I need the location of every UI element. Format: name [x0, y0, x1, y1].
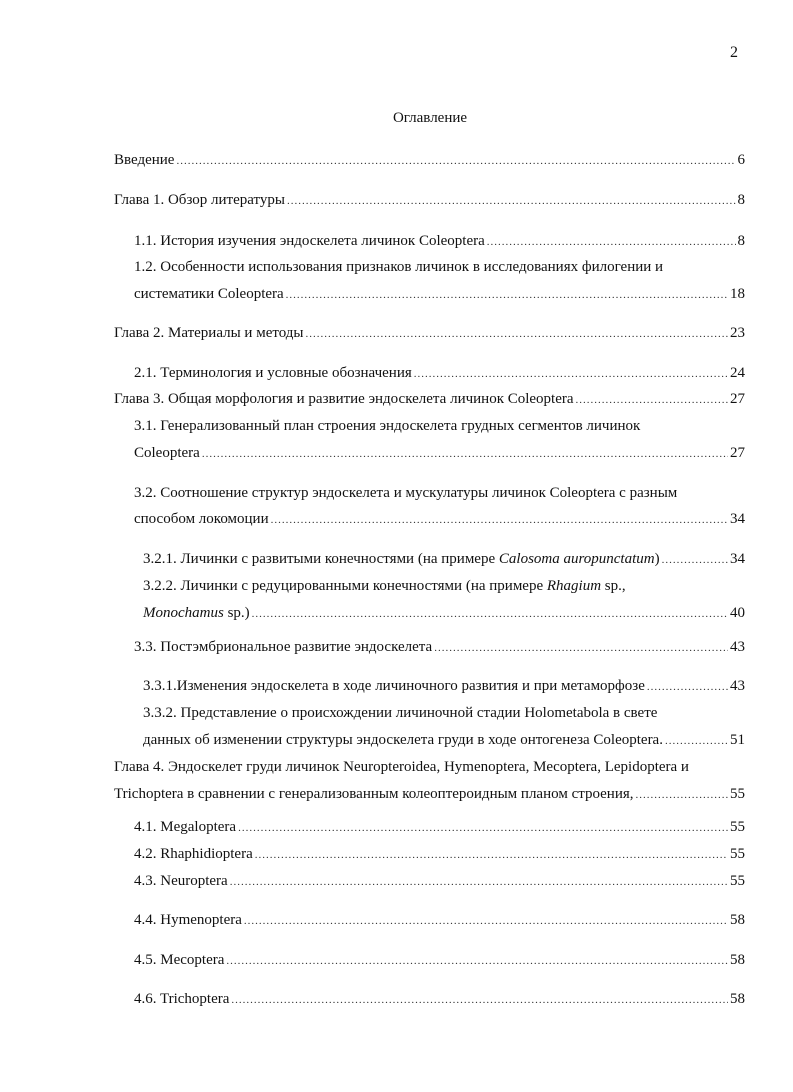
toc-leader — [238, 819, 728, 837]
toc-label — [143, 550, 660, 568]
toc-label: данных об изменении структуры эндоскелета груди в ходе онтогенеза Coleoptera. — [143, 732, 663, 748]
toc-leader — [636, 786, 728, 804]
toc-leader — [255, 846, 728, 864]
toc-entry-chapter-3 — [114, 390, 745, 409]
toc-entry-chapter-1 — [114, 191, 745, 210]
toc-leader — [434, 639, 728, 657]
toc-label: 1.1. История изучения эндоскелета личинок Coleoptera — [134, 233, 485, 249]
toc-entry-1-1 — [134, 232, 745, 251]
toc-label: 4.5. Mecoptera — [134, 952, 225, 968]
toc-page: 58 — [730, 952, 745, 968]
toc-entry-1-2-line1: 1.2. Особенности использования признаков личинок в исследованиях филогении и — [134, 259, 664, 275]
toc-label-text: sp.) — [223, 605, 250, 621]
toc-label: Глава 2. Материалы и методы — [114, 325, 304, 341]
toc-leader — [287, 192, 736, 210]
toc-label: способом локомоции — [134, 511, 269, 527]
toc-label: 2.1. Терминология и условные обозначения — [134, 365, 412, 381]
toc-label: Введение — [114, 152, 175, 168]
toc-leader — [230, 873, 728, 891]
toc-leader — [647, 678, 728, 696]
toc-entry-2-1 — [134, 364, 745, 383]
toc-label: Глава 1. Обзор литературы — [114, 192, 285, 208]
toc-entry-3-2-2-line1 — [143, 577, 626, 595]
toc-entry-4-5 — [134, 951, 745, 970]
toc-entry-3-3-2-line1: 3.3.2. Представление о происхождении личиночной стадии Holometabola в свете — [143, 705, 658, 721]
toc-label: 4.4. Hymenoptera — [134, 912, 242, 928]
toc-entry-chapter-4-line1: Глава 4. Эндоскелет груди личинок Neuropteroidea, Hymenoptera, Mecoptera, Lepidoptera и — [114, 759, 689, 775]
toc-page: 23 — [730, 325, 745, 341]
toc-entry-1-2 — [134, 285, 745, 304]
toc-entry-3-2 — [134, 510, 745, 529]
toc-page: 34 — [730, 551, 745, 567]
toc-page: 43 — [730, 678, 745, 694]
toc-entry-3-3-1 — [143, 677, 745, 696]
toc-page: 27 — [730, 445, 745, 461]
toc-label: 4.3. Neuroptera — [134, 873, 228, 889]
toc-label — [143, 604, 250, 622]
toc-page: 18 — [730, 286, 745, 302]
toc-label-text: 3.2.2. Личинки с редуцированными конечностями (на примере — [143, 578, 547, 594]
toc-label: 4.2. Rhaphidioptera — [134, 846, 253, 862]
toc-entry-intro — [114, 151, 745, 170]
toc-leader — [662, 551, 728, 569]
toc-label: 4.1. Megaloptera — [134, 819, 237, 835]
toc-entry-4-3 — [134, 872, 745, 891]
toc-page: 8 — [737, 192, 745, 208]
toc-label-text: 3.2.1. Личинки с развитыми конечностями (на примере — [143, 551, 499, 567]
page-number: 2 — [730, 44, 738, 61]
toc-label: Coleoptera — [134, 445, 200, 461]
toc-leader — [226, 952, 728, 970]
genus-name: Monochamus — [143, 605, 224, 621]
toc-page: 27 — [730, 391, 745, 407]
toc-label: 3.3.1.Изменения эндоскелета в ходе личиночного развития и при метаморфозе — [143, 678, 645, 694]
toc-page: 58 — [730, 912, 745, 928]
toc-page: 40 — [730, 605, 745, 621]
toc-entry-chapter-2 — [114, 324, 745, 343]
toc-label: Trichoptera в сравнении с генерализованным колеоптероидным планом строения, — [114, 786, 634, 802]
toc-leader — [286, 286, 728, 304]
toc-entry-3-2-line1: 3.2. Соотношение структур эндоскелета и мускулатуры личинок Coleoptera с разным — [134, 485, 678, 501]
toc-leader — [487, 233, 736, 251]
toc-leader — [271, 511, 728, 529]
toc-leader — [414, 365, 728, 383]
toc-leader — [665, 732, 728, 750]
toc-leader — [231, 991, 728, 1009]
toc-page: 6 — [737, 152, 745, 168]
toc-label: Глава 3. Общая морфология и развитие эндоскелета личинок Coleoptera — [114, 391, 574, 407]
toc-page: 43 — [730, 639, 745, 655]
toc-label: систематики Coleoptera — [134, 286, 284, 302]
genus-name: Rhagium — [546, 578, 602, 594]
toc-label: 4.6. Trichoptera — [134, 991, 230, 1007]
toc-leader — [244, 912, 728, 930]
toc-entry-chapter-4 — [114, 785, 745, 804]
toc-leader — [576, 391, 728, 409]
toc-page: 34 — [730, 511, 745, 527]
toc-entry-3-2-1 — [143, 550, 745, 569]
toc-page: 55 — [730, 846, 745, 862]
toc-page: 58 — [730, 991, 745, 1007]
toc-entry-3-2-2 — [143, 604, 745, 623]
toc-entry-3-1-line1: 3.1. Генерализованный план строения эндоскелета грудных сегментов личинок — [134, 418, 641, 434]
toc-label-text: sp., — [601, 578, 626, 594]
toc-page: 55 — [730, 786, 745, 802]
toc-page: 24 — [730, 365, 745, 381]
page-title: Оглавление — [392, 110, 468, 126]
toc-leader — [202, 445, 728, 463]
toc-leader — [306, 325, 729, 343]
toc-label: 3.3. Постэмбриональное развитие эндоскелета — [134, 639, 433, 655]
toc-page: 8 — [737, 233, 745, 249]
toc-entry-4-1 — [134, 818, 745, 837]
toc-page: 55 — [730, 819, 745, 835]
toc-entry-4-4 — [134, 911, 745, 930]
toc-entry-4-6 — [134, 990, 745, 1009]
toc-entry-3-3-2 — [143, 731, 745, 750]
toc-label-text: ) — [654, 551, 660, 567]
toc-page: 51 — [730, 732, 745, 748]
toc-entry-4-2 — [134, 845, 745, 864]
toc-entry-3-3 — [134, 638, 745, 657]
toc-page: 55 — [730, 873, 745, 889]
species-name: Calosoma auropunctatum — [498, 551, 655, 567]
toc-entry-3-1 — [134, 444, 745, 463]
toc-leader — [176, 152, 735, 170]
toc-leader — [252, 605, 728, 623]
